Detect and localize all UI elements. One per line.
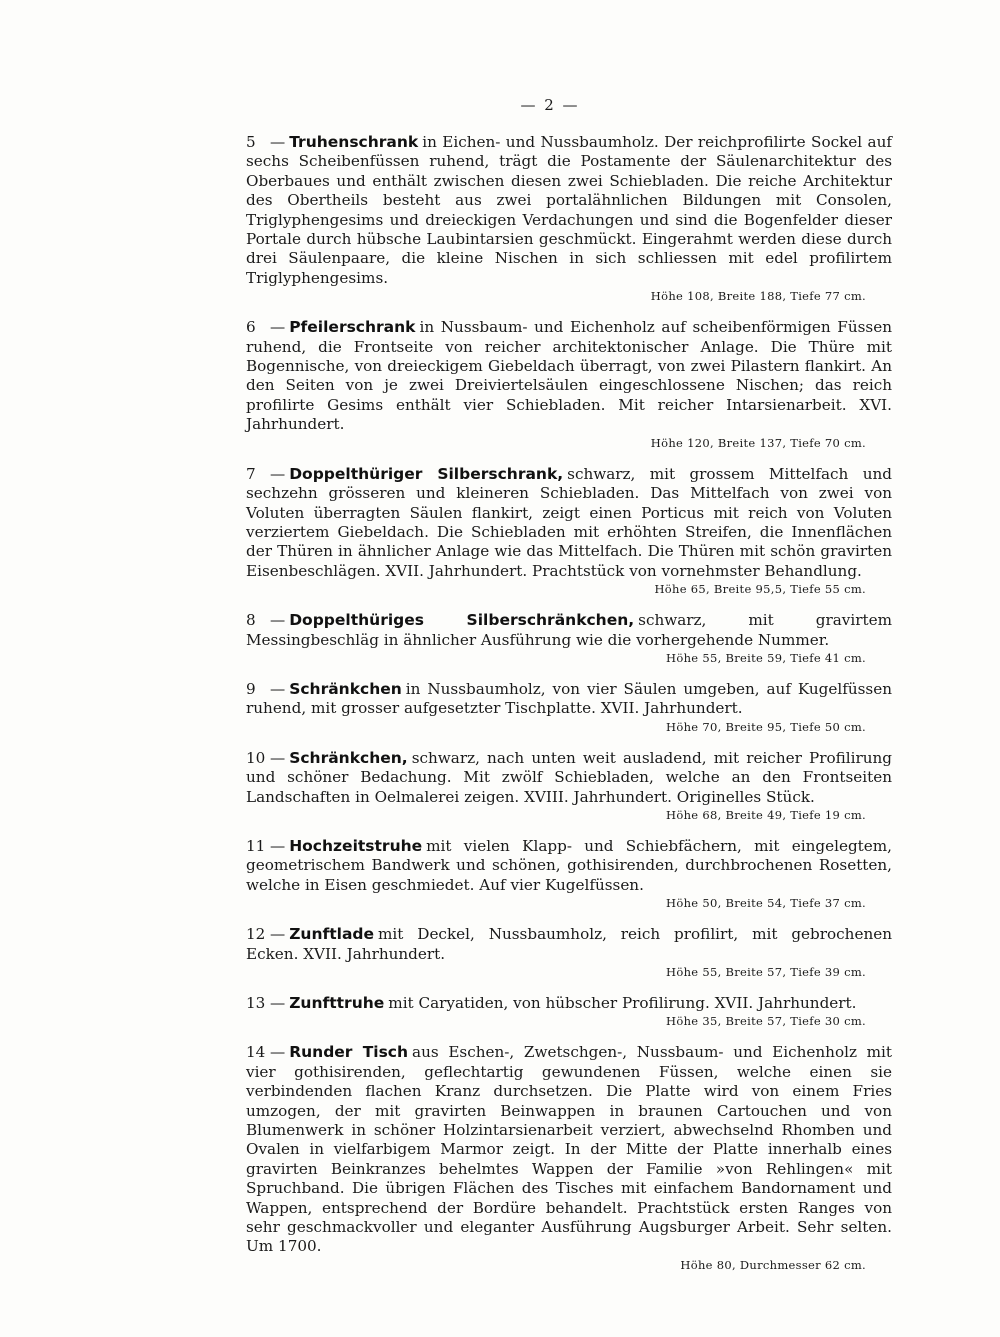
entry-dimensions: Höhe 50, Breite 54, Tiefe 37 cm. xyxy=(666,896,866,911)
entry-description: aus Eschen-, Zwetschgen-, Nussbaum- und Eichenholz mit vier gothisirenden, geflechtartig gewundenen Füssen, welche einen sie verbindenden flachen Kranz durchsetzen. Die Platte wird von einem Fries umzogen, der mit gravirten Beinwappen in braunen Cartouchen und von Blumenwerk in schöner Holzintarsienarbeit verziert, abwechselnd Rhomben und Ovalen in vielfarbigem Marmor zeigt. In der Mitte der Platte innerhalb eines gravirten Beinkranzes behelmtes Wappen der Familie »von Rehlingen« mit Spruchband. Die übrigen Flächen des Tisches mit einfachem Bandornament und Wappen, entsprechend der Bordüre behandelt. Prachtstück ersten Ranges von sehr geschmackvoller und eleganter Ausführung Augsburger Arbeit. Sehr selten. Um 1700. xyxy=(246,1043,892,1256)
entry-title: Zunftlade xyxy=(289,925,375,944)
entry-paragraph xyxy=(246,1043,892,1256)
entry-description: schwarz, mit grossem Mittelfach und sechzehn grösseren und kleineren Schiebladen. Das Mittelfach von zwei von Voluten überragten Säulen flankirt, zeigt einen Porticus mit reich von Voluten verziertem Giebeldach. Die Schiebladen mit erhöhten Streifen, die Innenflächen der Thüren in ähnlicher Anlage wie das Mittelfach. Die Thüren mit schön gravirten Eisenbeschlägen. XVII. Jahrhundert. Prachtstück von vornehmster Behandlung. xyxy=(246,464,892,580)
entry-dash: — xyxy=(270,318,286,337)
entry-dash: — xyxy=(270,994,286,1012)
entry-dash: — xyxy=(270,748,286,767)
entry-description: schwarz, nach unten weit ausladend, mit reicher Profilirung und schöner Bedachung. Mit zwölf Schiebladen, welche an den Frontseiten Landschaften in Oelmalerei zeigen. XVIII. Jahrhundert. Originelles Stück. xyxy=(246,748,892,806)
entry-description: in Nussbaumholz, von vier Säulen umgeben, auf Kugelfüssen ruhend, mit grosser aufgesetzter Tischplatte. XVII. Jahrhundert. xyxy=(246,679,892,718)
entry-description: in Nussbaum- und Eichenholz auf scheibenförmigen Füssen ruhend, die Frontseite von reicher architektonischer Anlage. Die Thüre mit Bogennische, von dreieckigem Giebeldach überragt, von zwei Pilastern flankirt. An den Seiten von je zwei Dreiviertelsäulen eingeschlossene Nischen; das reich profilirte Gesims enthält vier Schiebladen. Mit reicher Intarsienarbeit. XVI. Jahrhundert. xyxy=(246,318,892,434)
entry-number: 14 xyxy=(246,1043,266,1062)
entry-paragraph xyxy=(246,611,892,650)
catalogue-entry xyxy=(246,611,892,666)
entry-paragraph xyxy=(246,925,892,964)
entry-number: 10 xyxy=(246,748,266,767)
entry-description: in Eichen- und Nussbaumholz. Der reichprofilirte Sockel auf sechs Scheibenfüssen ruhend, trägt die Postamente der Säulenarchitektur des Oberbaues und enthält zwischen diesen zwei Schiebladen. Die reiche Architektur des Obertheils besteht aus zwei portalähnlichen Bildungen mit Consolen, Triglyphengesims und dreieckigen Verdachungen und sind die Bogenfelder dieser Portale durch hübsche Laubintarsien geschmückt. Eingerahmt werden diese durch drei Säulenpaare, die kleine Nischen in sich schliessen mit edel profilirtem Triglyphengesims. xyxy=(246,133,892,287)
entry-paragraph xyxy=(246,465,892,581)
entry-dash: — xyxy=(270,836,286,855)
entry-dimensions: Höhe 108, Breite 188, Tiefe 77 cm. xyxy=(650,289,866,304)
catalogue-entry xyxy=(246,925,892,980)
entry-paragraph xyxy=(246,133,892,288)
entry-dash: — xyxy=(270,464,286,483)
catalogue-entry xyxy=(246,1043,892,1272)
entry-dash: — xyxy=(270,679,286,698)
entry-paragraph xyxy=(246,837,892,895)
entry-number: 6 xyxy=(246,318,256,337)
entry-list xyxy=(246,133,892,1287)
entry-description: schwarz, mit gravirtem Messingbeschläg in ähnlicher Ausführung wie die vorhergehende Nummer. xyxy=(246,611,892,649)
entry-number: 8 xyxy=(246,611,256,630)
entry-title: Schränkchen xyxy=(289,679,402,698)
page-number: — 2 — xyxy=(520,96,580,114)
entry-number: 13 xyxy=(246,994,266,1012)
entry-number: 11 xyxy=(246,836,266,855)
entry-dash: — xyxy=(270,1043,286,1062)
catalogue-entry xyxy=(246,837,892,911)
entry-dimensions: Höhe 80, Durchmesser 62 cm. xyxy=(680,1257,866,1272)
catalogue-entry xyxy=(246,749,892,823)
entry-dimensions: Höhe 68, Breite 49, Tiefe 19 cm. xyxy=(666,807,866,822)
entry-dash: — xyxy=(270,925,286,944)
entry-dimensions: Höhe 120, Breite 137, Tiefe 70 cm. xyxy=(650,435,866,450)
catalogue-entry xyxy=(246,994,892,1029)
entry-dimensions: Höhe 35, Breite 57, Tiefe 30 cm. xyxy=(666,1014,866,1029)
entry-dimensions: Höhe 70, Breite 95, Tiefe 50 cm. xyxy=(666,719,866,734)
entry-number: 5 xyxy=(246,133,256,151)
entry-paragraph xyxy=(246,680,892,719)
entry-number: 7 xyxy=(246,464,256,483)
entry-paragraph xyxy=(246,994,892,1013)
catalogue-entry xyxy=(246,680,892,735)
entry-number: 9 xyxy=(246,679,256,698)
entry-title: Runder Tisch xyxy=(289,1043,409,1062)
entry-title: Pfeilerschrank xyxy=(289,318,416,337)
entry-description: mit Deckel, Nussbaumholz, reich profilirt, mit gebrochenen Ecken. XVII. Jahrhundert. xyxy=(246,925,892,963)
entry-dimensions: Höhe 65, Breite 95,5, Tiefe 55 cm. xyxy=(654,582,866,597)
entry-dash: — xyxy=(270,611,286,630)
entry-title: Doppelthüriger Silberschrank, xyxy=(289,464,564,483)
entry-number: 12 xyxy=(246,925,266,944)
entry-description: mit vielen Klapp- und Schiebfächern, mit eingelegtem, geometrischem Bandwerk und schönen, gothisirenden, durchbrochenen Rosetten, welche in Eisen geschmiedet. Auf vier Kugelfüssen. xyxy=(246,836,892,894)
entry-description: mit Caryatiden, von hübscher Profilirung. XVII. Jahrhundert. xyxy=(388,994,857,1012)
catalogue-entry xyxy=(246,318,892,450)
entry-title: Truhenschrank xyxy=(289,133,419,151)
entry-dimensions: Höhe 55, Breite 59, Tiefe 41 cm. xyxy=(666,650,866,665)
entry-title: Zunfttruhe xyxy=(289,994,385,1012)
entry-paragraph xyxy=(246,318,892,434)
catalogue-entry xyxy=(246,465,892,597)
entry-title: Schränkchen, xyxy=(289,748,408,767)
entry-dash: — xyxy=(270,133,286,151)
entry-dimensions: Höhe 55, Breite 57, Tiefe 39 cm. xyxy=(666,965,866,979)
entry-paragraph xyxy=(246,749,892,807)
catalogue-entry xyxy=(246,133,892,304)
entry-title: Hochzeitstruhe xyxy=(289,836,423,855)
entry-title: Doppelthüriges Silberschränkchen, xyxy=(289,611,635,630)
